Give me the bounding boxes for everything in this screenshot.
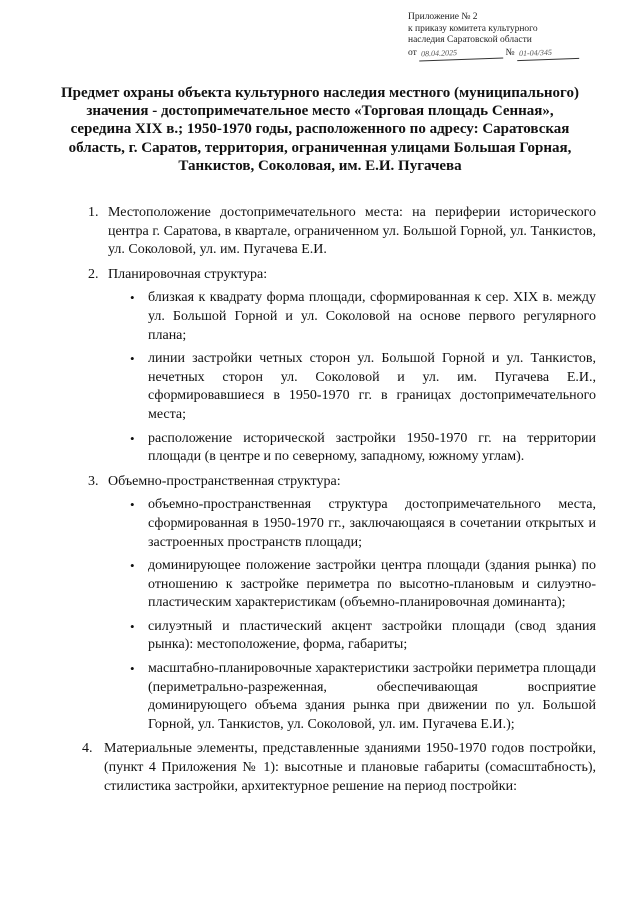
document-body bbox=[0, 204, 640, 796]
section-text: Материальные элементы, представленные зданиями 1950-1970 годов постройки, (пункт 4 Приложения № 1): высотные и плановые габариты (сомасштабность), стилистика застройки, архитектурное решение на период постройки: bbox=[104, 741, 596, 794]
appendix-date-line bbox=[408, 47, 633, 60]
section-item bbox=[0, 740, 640, 796]
bullet-marker: • bbox=[130, 618, 135, 634]
appendix-number-label: № bbox=[505, 47, 515, 58]
section-item bbox=[0, 266, 640, 467]
handwritten-date: 08.04.2025 bbox=[419, 45, 503, 60]
section-item bbox=[0, 473, 640, 735]
bullet-marker: • bbox=[130, 661, 135, 677]
bullet-marker: • bbox=[130, 497, 135, 513]
bullet-item bbox=[0, 618, 640, 655]
bullet-item bbox=[0, 350, 640, 424]
handwritten-number: 01-04/345 bbox=[517, 45, 579, 60]
bullet-marker: • bbox=[130, 430, 135, 446]
section-number: 2. bbox=[88, 266, 99, 282]
section-number: 1. bbox=[88, 205, 99, 220]
appendix-header bbox=[408, 12, 633, 59]
bullet-item bbox=[0, 660, 640, 734]
section-item bbox=[0, 204, 640, 260]
section-text: Местоположение достопримечательного места: на периферии исторического центра г. Саратова, в квартале, ограниченном ул. Большой Горной, ул. Танкистов, ул. Соколовой, ул. им. Пугачева Е.И. bbox=[108, 205, 596, 258]
appendix-line: наследия Саратовской области bbox=[408, 35, 532, 45]
appendix-line: к приказу комитета культурного bbox=[408, 23, 538, 34]
bullet-marker: • bbox=[130, 351, 135, 367]
bullet-marker: • bbox=[130, 290, 135, 306]
document-title: Предмет охраны объекта культурного наследия местного (муниципального) значения - достопримечательное место «Торговая площадь Сенная», середина XIX в.; 1950-1970 годы, расположенного по адресу: Саратовская область, г. Саратов, территория, ограниченная улицами Большая Горная, Танкистов, Соколовая, им. Е.И. Пугачева bbox=[61, 85, 579, 174]
bullet-item bbox=[0, 496, 640, 552]
bullet-marker: • bbox=[130, 558, 135, 574]
section-number: 4. bbox=[82, 741, 93, 757]
section-text: Планировочная структура: bbox=[108, 266, 268, 282]
bullet-text: масштабно-планировочные характеристики застройки периметра площади (периметрально-разреженная, обеспечивающая восприятие доминирующего объема здания рынка при движении по ул. Большой Горной, ул. Танкистов, ул. Соколовой, ул. им. Пугачева Е.И.); bbox=[148, 661, 596, 732]
bullet-text: расположение исторической застройки 1950-1970 гг. на территории площади (в центре и по северному, западному, южному углам). bbox=[148, 430, 596, 465]
bullet-item bbox=[0, 430, 640, 467]
section-number: 3. bbox=[88, 473, 99, 489]
bullet-item bbox=[0, 289, 640, 345]
bullet-text: близкая к квадрату форма площади, сформированная к сер. XIX в. между ул. Большой Горной и ул. Соколовой на основе первого регулярного плана; bbox=[148, 290, 596, 343]
bullet-text: силуэтный и пластический акцент застройки площади (свод здания рынка): местоположение, форма, габариты; bbox=[148, 618, 596, 653]
bullet-text: доминирующее положение застройки центра площади (здания рынка) по отношению к застройке периметра по высотно-плановым и силуэтно-пластическим характеристикам (объемно-планировочная доминанта); bbox=[148, 558, 596, 611]
bullet-text: линии застройки четных сторон ул. Большой Горной и ул. Танкистов, нечетных сторон ул. Соколовой и ул. им. Пугачева Е.И., сформировавшиеся в 1950-1970 гг. в границах достопримечательного места; bbox=[148, 351, 596, 422]
bullet-item bbox=[0, 557, 640, 613]
section-text: Объемно-пространственная структура: bbox=[108, 473, 341, 489]
appendix-line: Приложение № 2 bbox=[408, 12, 478, 22]
bullet-text: объемно-пространственная структура достопримечательного места, сформированная в 1950-1970 гг., заключающаяся в сочетании открытых и застроенных пространств площади; bbox=[148, 497, 596, 550]
appendix-from-label: от bbox=[408, 47, 417, 58]
